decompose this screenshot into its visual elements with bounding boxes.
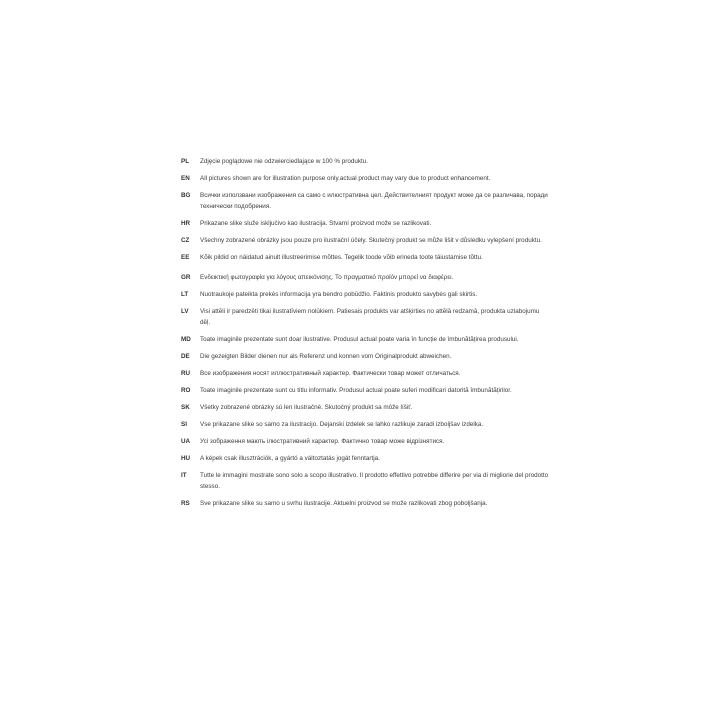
disclaimer-entry xyxy=(181,272,549,283)
disclaimer-text: Prikazane slike služe isključivo kao ilustracija. Stvarni proizvod može se razlikovati. xyxy=(200,220,432,227)
disclaimer-text: Все изображения носят иллюстративный характер. Фактически товар может отличаться. xyxy=(200,370,461,377)
disclaimer-text: Всички използвани изображения са само с илюстративна цел. Действителният продукт може да се различава, поради технически подобрения. xyxy=(200,192,548,210)
language-code-label: EN xyxy=(181,175,190,182)
language-code-label: PL xyxy=(181,158,190,165)
language-code-label: SK xyxy=(181,404,190,411)
disclaimer-entry xyxy=(181,453,549,464)
language-code-label: LV xyxy=(181,308,189,315)
disclaimer-text: Všechny zobrazené obrázky jsou pouze pro ilustrační účely. Skutečný produkt se může lišit v důsledku vylepšení produktu. xyxy=(200,237,542,244)
disclaimer-text: A képek csak illusztrációk, a gyártó a változtatás jogát fenntartja. xyxy=(200,455,380,462)
disclaimer-text: Vse prikazane slike so samo za ilustracijo. Dejanski izdelek se lahko razlikuje zaradi izboljšav izdelka. xyxy=(200,421,484,428)
disclaimer-entry xyxy=(181,235,549,246)
disclaimer-entry xyxy=(181,218,549,229)
language-code-label: CZ xyxy=(181,237,190,244)
disclaimer-text: Nuotraukoje pateikta prekės informacija yra bendro pobūdžio. Faktinis produkto savybės gali skirtis. xyxy=(200,291,478,298)
disclaimer-text: Tutte le immagini mostrate sono solo a scopo illustrativo. Il prodotto effettivo potrebbe differire per via di migliorie del prodotto stesso. xyxy=(200,472,549,490)
language-code-label: EE xyxy=(181,254,190,261)
disclaimer-text: Kõik pildid on näidatud ainult illustreerimise mõttes. Tegelik toode võib erineda toote täiustamise tõttu. xyxy=(200,254,483,261)
disclaimer-entry xyxy=(181,368,549,379)
disclaimer-entry xyxy=(181,436,549,447)
disclaimer-text: Všetky zobrazené obrázky sú len ilustračné. Skutočný produkt sa môže líšiť. xyxy=(200,404,413,411)
disclaimer-entry xyxy=(181,351,549,362)
disclaimer-entry xyxy=(181,385,549,396)
disclaimer-text: Toate imaginile prezentate sunt cu titlu informativ. Produsul actual poate suferi modificari datorită îmbunătățirilor. xyxy=(200,387,512,394)
language-code-label: MD xyxy=(181,336,191,343)
disclaimer-entry xyxy=(181,173,549,184)
language-code-label: IT xyxy=(181,472,187,479)
disclaimer-entry xyxy=(181,252,549,263)
disclaimer-text: Visi attēli ir paredzēti tikai ilustratīviem nolūkiem. Patiesais produkts var atšķirties no attēlā redzamā, produkta uzlabojumu dēļ. xyxy=(200,308,540,326)
disclaimer-text: All pictures shown are for illustration purpose only.actual product may vary due to product enhancement. xyxy=(200,175,491,182)
language-code-label: RU xyxy=(181,370,191,377)
disclaimer-text: Sve prikazane slike su samo u svrhu ilustracije. Aktuelni proizvod se može razlikovati zbog poboljšanja. xyxy=(200,500,488,507)
disclaimer-entry xyxy=(181,402,549,413)
language-code-label: DE xyxy=(181,353,190,360)
disclaimer-entry xyxy=(181,289,549,300)
disclaimer-text: Toate imaginile prezentate sunt doar ilustrative. Produsul actual poate varia în funcție de îmbunătățirea produsului. xyxy=(200,336,519,343)
language-code-label: SI xyxy=(181,421,187,428)
language-code-label: BG xyxy=(181,192,191,199)
disclaimer-entry xyxy=(181,190,549,212)
disclaimer-entry xyxy=(181,334,549,345)
disclaimer-list xyxy=(181,156,549,515)
disclaimer-text: Zdjęcie poglądowe nie odzwierciedlające w 100 % produktu. xyxy=(200,158,369,165)
disclaimer-entry xyxy=(181,306,549,328)
language-code-label: RO xyxy=(181,387,191,394)
disclaimer-entry xyxy=(181,156,549,167)
disclaimer-text: Усі зображення мають ілюстративний характер. Фактично товар може відрізнятися. xyxy=(200,438,445,445)
disclaimer-text: Ενδεικτική φωτογραφία για λόγους απεικόνισης. Το πραγματικό προϊόν μπορεί να διαφέρει. xyxy=(200,274,454,281)
disclaimer-entry xyxy=(181,419,549,430)
language-code-label: HR xyxy=(181,220,191,227)
language-code-label: RS xyxy=(181,500,190,507)
disclaimer-entry xyxy=(181,470,549,492)
disclaimer-text: Die gezeigten Bilder dienen nur als Referenz und konnen vom Originalprodukt abweichen. xyxy=(200,353,452,360)
language-code-label: HU xyxy=(181,455,191,462)
language-code-label: LT xyxy=(181,291,189,298)
language-code-label: UA xyxy=(181,438,191,445)
language-code-label: GR xyxy=(181,274,191,281)
disclaimer-entry xyxy=(181,498,549,509)
